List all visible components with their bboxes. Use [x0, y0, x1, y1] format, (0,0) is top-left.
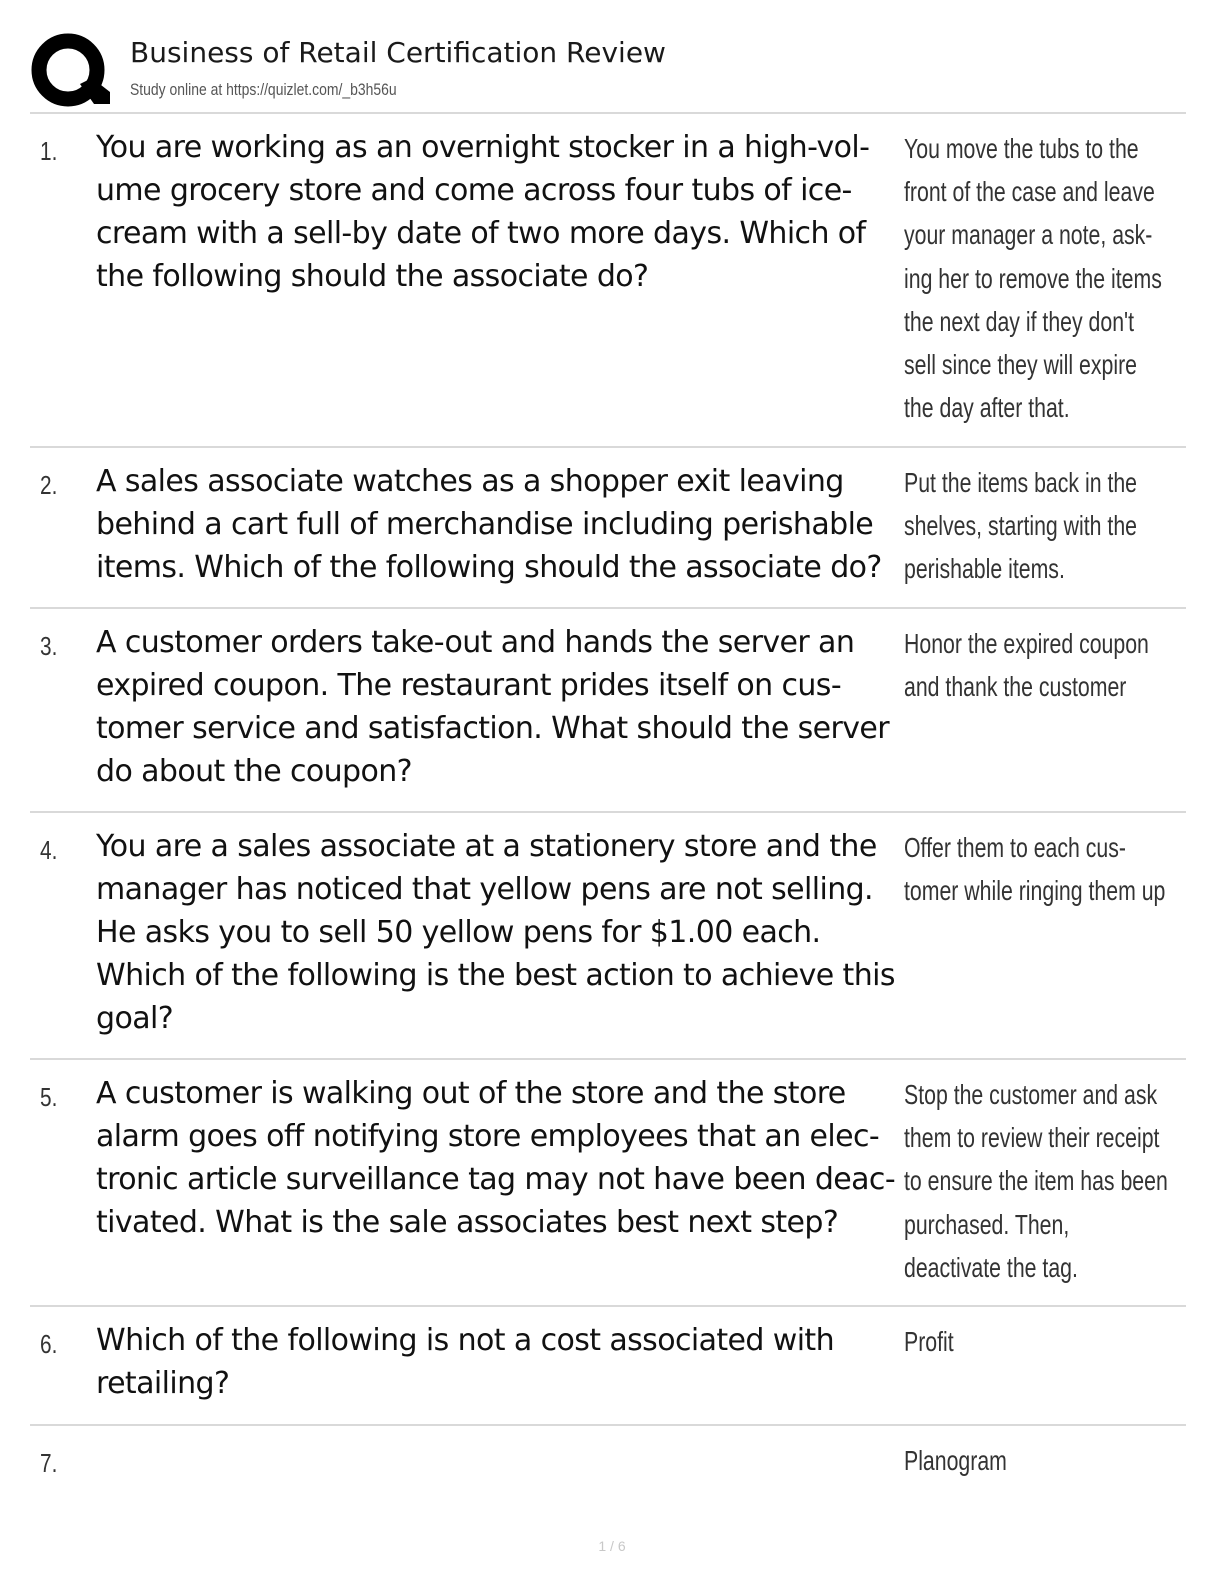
page-header: [30, 30, 1186, 114]
card-row: [30, 1060, 1186, 1307]
card-number: 6.: [40, 1329, 58, 1359]
set-title: Business of Retail Certification Review: [130, 36, 666, 69]
card-definition: Put the items back in the shelves, starting with the perishable items.: [904, 467, 1138, 585]
card-number: 2.: [40, 470, 58, 500]
card-definition: You move the tubs to the front of the case and leave your manager a note, asking her to remove the items the next day if they don't sell since they will expire the day after that.: [904, 133, 1162, 424]
card-term: A customer orders take-out and hands the server an expired coupon. The restaurant prides itself on customer service and satisfaction. What should the server do about the coupon?: [96, 625, 889, 789]
card-definition: Offer them to each customer while ringing them up: [904, 832, 1166, 907]
card-row: [30, 813, 1186, 1060]
card-term: A sales associate watches as a shopper exit leaving behind a cart full of merchandise including perishable items. Which of the following should the associate do?: [96, 464, 882, 585]
card-row: [30, 448, 1186, 609]
card-definition: Stop the customer and ask them to review their receipt to ensure the item has been purchased. Then, deactivate the tag.: [904, 1079, 1168, 1283]
card-row: [30, 114, 1186, 448]
study-online-link[interactable]: Study online at https://quizlet.com/_b3h56u: [130, 80, 397, 99]
quizlet-logo-icon: [30, 32, 110, 112]
card-term: You are working as an overnight stocker in a high-volume grocery store and come across four tubs of ice-cream with a sell-by date of two more days. Which of the following should the associate do?: [96, 130, 870, 294]
card-number: 7.: [40, 1448, 58, 1478]
card-number: 3.: [40, 631, 58, 661]
card-list: [30, 114, 1186, 1526]
card-row: [30, 1307, 1186, 1426]
card-number: 5.: [40, 1082, 58, 1112]
card-term: A customer is walking out of the store and the store alarm goes off notifying store employees that an electronic article surveillance tag may not have been deactivated. What is the sale associates best next step?: [96, 1076, 896, 1240]
card-number: 1.: [40, 136, 58, 166]
card-term: You are a sales associate at a stationery store and the manager has noticed that yellow pens are not selling. He asks you to sell 50 yellow pens for $1.00 each. Which of the following is the best action to achieve this goal?: [96, 829, 895, 1036]
card-definition: Honor the expired coupon and thank the customer: [904, 628, 1149, 703]
card-row: [30, 609, 1186, 813]
card-term: Which of the following is not a cost associated with retailing?: [96, 1323, 835, 1401]
card-row: [30, 1426, 1186, 1526]
card-number: 4.: [40, 835, 58, 865]
card-definition: Profit: [904, 1326, 954, 1357]
page-indicator: 1 / 6: [598, 1538, 626, 1554]
card-definition: Planogram: [904, 1445, 1007, 1476]
